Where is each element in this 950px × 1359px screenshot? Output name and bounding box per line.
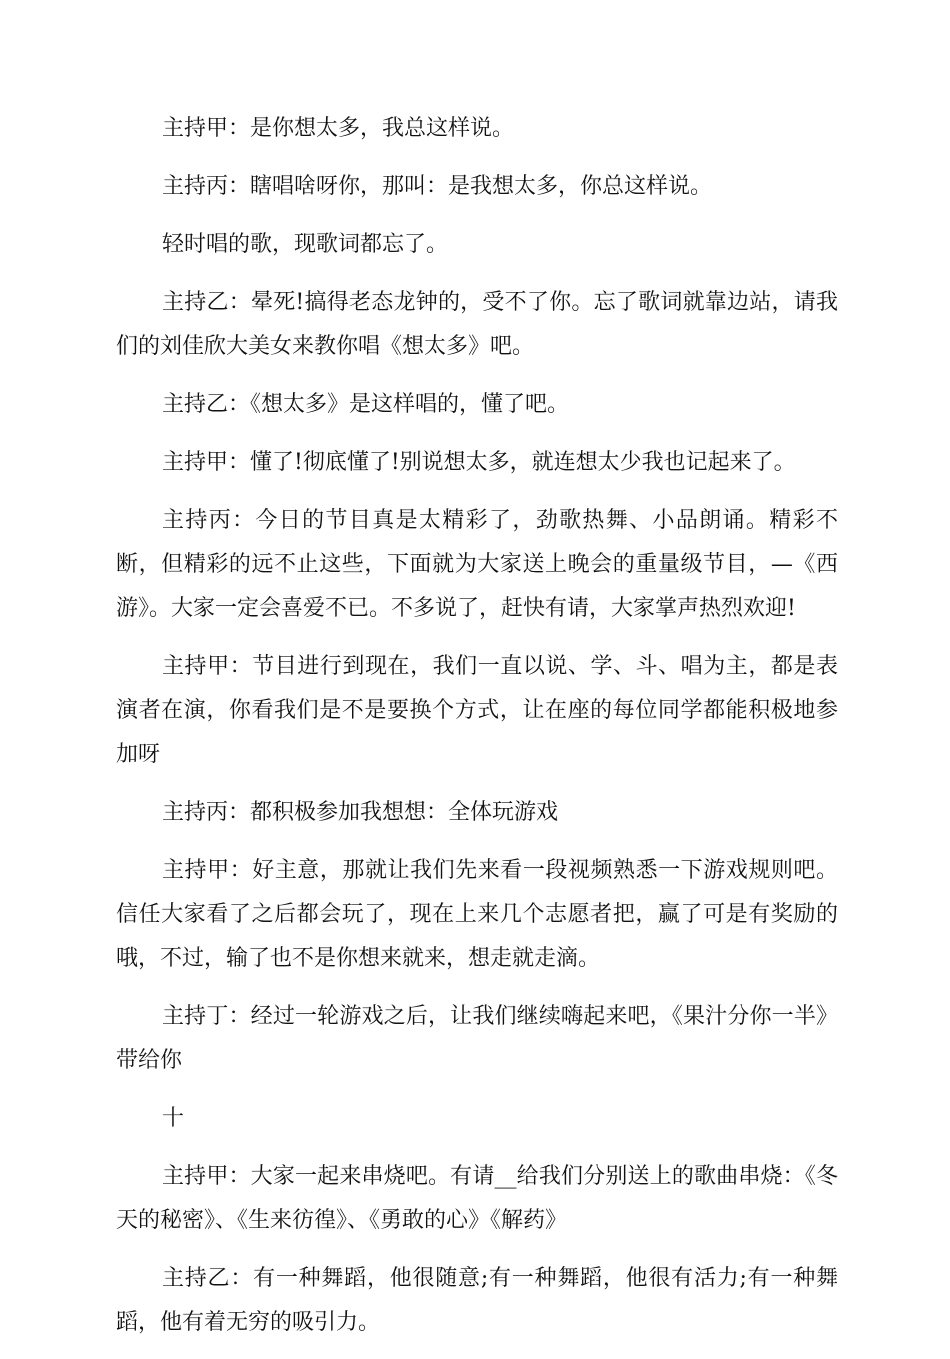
- paragraph: 主持丁：经过一轮游戏之后，让我们继续嗨起来吧，《果汁分你一半》带给你: [116, 1004, 838, 1073]
- paragraph: 轻时唱的歌，现歌词都忘了。: [162, 232, 449, 257]
- paragraph: 主持甲：节目进行到现在，我们一直以说、学、斗、唱为主，都是表演者在演，你看我们是不是要换个方式，让在座的每位同学都能积极地参加呀: [116, 654, 838, 767]
- paragraph: 主持甲：懂了!彻底懂了!别说想太多，就连想太少我也记起来了。: [162, 450, 796, 475]
- paragraph: 主持甲：是你想太多，我总这样说。: [162, 116, 515, 141]
- paragraph: 主持丙：瞎唱啥呀你，那叫：是我想太多，你总这样说。: [162, 174, 713, 199]
- paragraph: 主持乙：有一种舞蹈，他很随意;有一种舞蹈，他很有活力;有一种舞蹈，他有着无穷的吸引力。: [116, 1266, 838, 1335]
- paragraph: 主持丙：都积极参加我想想：全体玩游戏: [162, 800, 559, 825]
- paragraph: 主持乙：《想太多》是这样唱的，懂了吧。: [162, 392, 570, 417]
- paragraph: 主持甲：大家一起来串烧吧。有请__给我们分别送上的歌曲串烧：《冬天的秘密》、《生来彷徨》、《勇敢的心》《解药》: [116, 1164, 838, 1233]
- paragraph: 十: [162, 1106, 185, 1131]
- document-body: [116, 107, 838, 1359]
- paragraph: 主持甲：好主意，那就让我们先来看一段视频熟悉一下游戏规则吧。信任大家看了之后都会玩了，现在上来几个志愿者把，赢了可是有奖励的哦，不过，输了也不是你想来就来，想走就走滴。: [116, 858, 838, 971]
- paragraph: 主持乙：晕死!搞得老态龙钟的，受不了你。忘了歌词就靠边站，请我们的刘佳欣大美女来教你唱《想太多》吧。: [116, 290, 838, 359]
- paragraph: 主持丙：今日的节目真是太精彩了，劲歌热舞、小品朗诵。精彩不断，但精彩的远不止这些，下面就为大家送上晚会的重量级节目，—《西游》。大家一定会喜爱不已。不多说了，赶快有请，大家掌声热烈欢迎!: [116, 508, 838, 621]
